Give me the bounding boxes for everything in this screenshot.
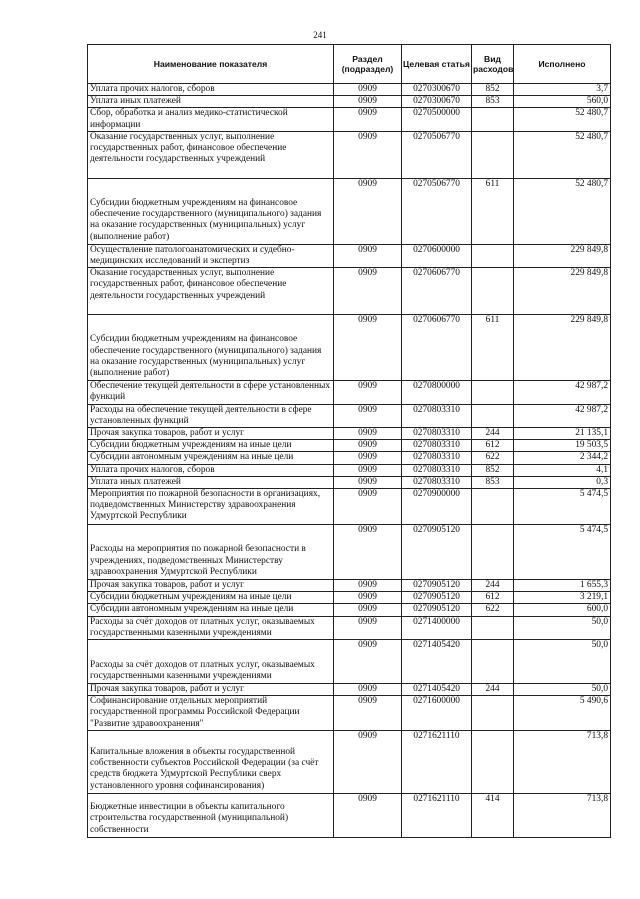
header-expense: Вид расходов <box>472 45 514 84</box>
cell-expense <box>472 131 514 178</box>
cell-name: Расходы на обеспечение текущей деятельности в сфере установленных функций <box>88 404 334 427</box>
cell-expense: 612 <box>472 440 514 452</box>
table-row <box>88 604 611 616</box>
cell-value: 713,8 <box>514 793 611 837</box>
cell-name: Субсидии бюджетным учреждениям на финансовое обеспечение государственного (муниципального) задания на оказание государственных (муниципальных) услуг (выполнение работ) <box>88 178 334 244</box>
cell-target: 0271405420 <box>402 684 472 696</box>
cell-expense: 611 <box>472 315 514 381</box>
table-row <box>88 464 611 476</box>
cell-target: 0270803310 <box>402 428 472 440</box>
cell-value: 50,0 <box>514 616 611 639</box>
cell-section: 0909 <box>334 580 402 592</box>
cell-name: Капитальные вложения в объекты государственной собственности субъектов Российской Федерации (за счёт средств бюджета Удмуртской Республики сверх установленного уровня софинансирования) <box>88 730 334 793</box>
cell-value: 560,0 <box>514 96 611 108</box>
cell-section: 0909 <box>334 640 402 684</box>
cell-section: 0909 <box>334 616 402 639</box>
cell-target: 0271621110 <box>402 793 472 837</box>
cell-target: 0270506770 <box>402 178 472 244</box>
cell-section: 0909 <box>334 131 402 178</box>
table-row <box>88 793 611 837</box>
table-row <box>88 640 611 684</box>
cell-expense: 853 <box>472 476 514 488</box>
table-row <box>88 381 611 404</box>
cell-value: 52 480,7 <box>514 108 611 131</box>
table-row <box>88 592 611 604</box>
cell-target: 0270600000 <box>402 244 472 267</box>
cell-expense: 244 <box>472 580 514 592</box>
cell-section: 0909 <box>334 84 402 96</box>
cell-expense: 244 <box>472 684 514 696</box>
cell-target: 0270803310 <box>402 476 472 488</box>
cell-value: 21 135,1 <box>514 428 611 440</box>
cell-value: 52 480,7 <box>514 131 611 178</box>
cell-section: 0909 <box>334 525 402 580</box>
cell-section: 0909 <box>334 489 402 525</box>
cell-value: 229 849,8 <box>514 268 611 315</box>
table-row <box>88 684 611 696</box>
cell-name: Субсидии бюджетным учреждениям на финансовое обеспечение государственного (муниципального) задания на оказание государственных (муниципальных) услуг (выполнение работ) <box>88 315 334 381</box>
cell-name: Оказание государственных услуг, выполнение государственных работ, финансовое обеспечение деятельности государственных учреждений <box>88 131 334 178</box>
cell-target: 0271405420 <box>402 640 472 684</box>
table-row <box>88 428 611 440</box>
cell-name: Прочая закупка товаров, работ и услуг <box>88 580 334 592</box>
cell-target: 0270900000 <box>402 489 472 525</box>
cell-target: 0270803310 <box>402 452 472 464</box>
cell-value: 5 474,5 <box>514 525 611 580</box>
cell-target: 0270905120 <box>402 580 472 592</box>
cell-target: 0270800000 <box>402 381 472 404</box>
table-row <box>88 84 611 96</box>
cell-name: Субсидии бюджетным учреждениям на иные цели <box>88 440 334 452</box>
cell-value: 50,0 <box>514 640 611 684</box>
cell-name: Осуществление патологоанатомических и судебно-медицинских исследований и экспертиз <box>88 244 334 267</box>
cell-value: 5 490,6 <box>514 696 611 731</box>
cell-target: 0270506770 <box>402 131 472 178</box>
page-number: 241 <box>313 30 327 40</box>
cell-target: 0270905120 <box>402 592 472 604</box>
cell-name: Прочая закупка товаров, работ и услуг <box>88 428 334 440</box>
cell-section: 0909 <box>334 268 402 315</box>
table-row <box>88 178 611 244</box>
table-row <box>88 616 611 639</box>
header-section: Раздел (подраздел) <box>334 45 402 84</box>
table-row <box>88 131 611 178</box>
cell-target: 0271600000 <box>402 696 472 731</box>
cell-value: 19 503,5 <box>514 440 611 452</box>
cell-name: Субсидии автономным учреждениям на иные цели <box>88 452 334 464</box>
cell-name: Сбор, обработка и анализ медико-статистической информации <box>88 108 334 131</box>
cell-value: 50,0 <box>514 684 611 696</box>
cell-section: 0909 <box>334 464 402 476</box>
budget-table <box>87 44 611 838</box>
cell-name: Расходы на мероприятия по пожарной безопасности в учреждениях, подведомственных Министерству здравоохранения Удмуртской Республики <box>88 525 334 580</box>
table-row <box>88 489 611 525</box>
cell-expense <box>472 730 514 793</box>
cell-name: Расходы за счёт доходов от платных услуг, оказываемых государственными казенными учреждениями <box>88 640 334 684</box>
cell-section: 0909 <box>334 696 402 731</box>
cell-expense <box>472 108 514 131</box>
cell-section: 0909 <box>334 476 402 488</box>
cell-expense <box>472 268 514 315</box>
cell-name: Субсидии автономным учреждениям на иные цели <box>88 604 334 616</box>
cell-section: 0909 <box>334 244 402 267</box>
table-row <box>88 580 611 592</box>
cell-expense: 244 <box>472 428 514 440</box>
cell-section: 0909 <box>334 440 402 452</box>
table-header-row <box>88 45 611 84</box>
cell-expense <box>472 489 514 525</box>
cell-name: Мероприятия по пожарной безопасности в организациях, подведомственных Министерству здравоохранения Удмуртской Республики <box>88 489 334 525</box>
cell-expense: 853 <box>472 96 514 108</box>
cell-name: Уплата прочих налогов, сборов <box>88 464 334 476</box>
cell-target: 0270905120 <box>402 525 472 580</box>
cell-value: 52 480,7 <box>514 178 611 244</box>
cell-section: 0909 <box>334 730 402 793</box>
cell-section: 0909 <box>334 381 402 404</box>
cell-target: 0270500000 <box>402 108 472 131</box>
cell-name: Уплата прочих налогов, сборов <box>88 84 334 96</box>
table-row <box>88 730 611 793</box>
cell-name: Уплата иных платежей <box>88 476 334 488</box>
cell-target: 0270606770 <box>402 268 472 315</box>
header-value: Исполнено <box>514 45 611 84</box>
cell-section: 0909 <box>334 452 402 464</box>
cell-name: Софинансирование отдельных мероприятий государственной программы Российской Федерации "Развитие здравоохранения" <box>88 696 334 731</box>
cell-name: Прочая закупка товаров, работ и услуг <box>88 684 334 696</box>
cell-target: 0271400000 <box>402 616 472 639</box>
cell-value: 600,0 <box>514 604 611 616</box>
table-row <box>88 476 611 488</box>
cell-target: 0270905120 <box>402 604 472 616</box>
cell-value: 3,7 <box>514 84 611 96</box>
header-name: Наименование показателя <box>88 45 334 84</box>
cell-expense <box>472 244 514 267</box>
cell-value: 229 849,8 <box>514 315 611 381</box>
cell-expense <box>472 404 514 427</box>
cell-target: 0270300670 <box>402 84 472 96</box>
cell-section: 0909 <box>334 604 402 616</box>
table-row <box>88 244 611 267</box>
table-row <box>88 696 611 731</box>
cell-expense: 611 <box>472 178 514 244</box>
cell-target: 0270803310 <box>402 440 472 452</box>
cell-value: 2 344,2 <box>514 452 611 464</box>
table-row <box>88 315 611 381</box>
cell-expense: 852 <box>472 84 514 96</box>
cell-value: 42 987,2 <box>514 381 611 404</box>
cell-expense <box>472 616 514 639</box>
cell-value: 5 474,5 <box>514 489 611 525</box>
cell-section: 0909 <box>334 592 402 604</box>
cell-value: 4,1 <box>514 464 611 476</box>
cell-expense: 612 <box>472 592 514 604</box>
cell-value: 42 987,2 <box>514 404 611 427</box>
cell-target: 0270300670 <box>402 96 472 108</box>
cell-target: 0271621110 <box>402 730 472 793</box>
table-row <box>88 108 611 131</box>
cell-name: Расходы за счёт доходов от платных услуг, оказываемых государственными казенными учреждениями <box>88 616 334 639</box>
cell-value: 3 219,1 <box>514 592 611 604</box>
cell-name: Субсидии бюджетным учреждениям на иные цели <box>88 592 334 604</box>
header-target: Целевая статья <box>402 45 472 84</box>
cell-name: Оказание государственных услуг, выполнение государственных работ, финансовое обеспечение деятельности государственных учреждений <box>88 268 334 315</box>
table-row <box>88 404 611 427</box>
cell-name: Обеспечение текущей деятельности в сфере установленных функций <box>88 381 334 404</box>
table-row <box>88 525 611 580</box>
cell-expense <box>472 640 514 684</box>
cell-value: 229 849,8 <box>514 244 611 267</box>
cell-value: 1 655,3 <box>514 580 611 592</box>
cell-name: Уплата иных платежей <box>88 96 334 108</box>
cell-section: 0909 <box>334 404 402 427</box>
cell-expense: 852 <box>472 464 514 476</box>
cell-value: 713,8 <box>514 730 611 793</box>
cell-target: 0270803310 <box>402 404 472 427</box>
cell-target: 0270803310 <box>402 464 472 476</box>
table-row <box>88 452 611 464</box>
cell-section: 0909 <box>334 96 402 108</box>
cell-name: Бюджетные инвестиции в объекты капитального строительства государственной (муниципальной) собственности <box>88 793 334 837</box>
cell-expense: 622 <box>472 604 514 616</box>
cell-expense <box>472 525 514 580</box>
table-row <box>88 440 611 452</box>
cell-value: 0,3 <box>514 476 611 488</box>
cell-section: 0909 <box>334 108 402 131</box>
table-row <box>88 96 611 108</box>
cell-section: 0909 <box>334 315 402 381</box>
cell-target: 0270606770 <box>402 315 472 381</box>
cell-expense: 622 <box>472 452 514 464</box>
cell-section: 0909 <box>334 793 402 837</box>
cell-expense: 414 <box>472 793 514 837</box>
table-row <box>88 268 611 315</box>
cell-section: 0909 <box>334 428 402 440</box>
cell-section: 0909 <box>334 178 402 244</box>
cell-section: 0909 <box>334 684 402 696</box>
cell-expense <box>472 381 514 404</box>
cell-expense <box>472 696 514 731</box>
